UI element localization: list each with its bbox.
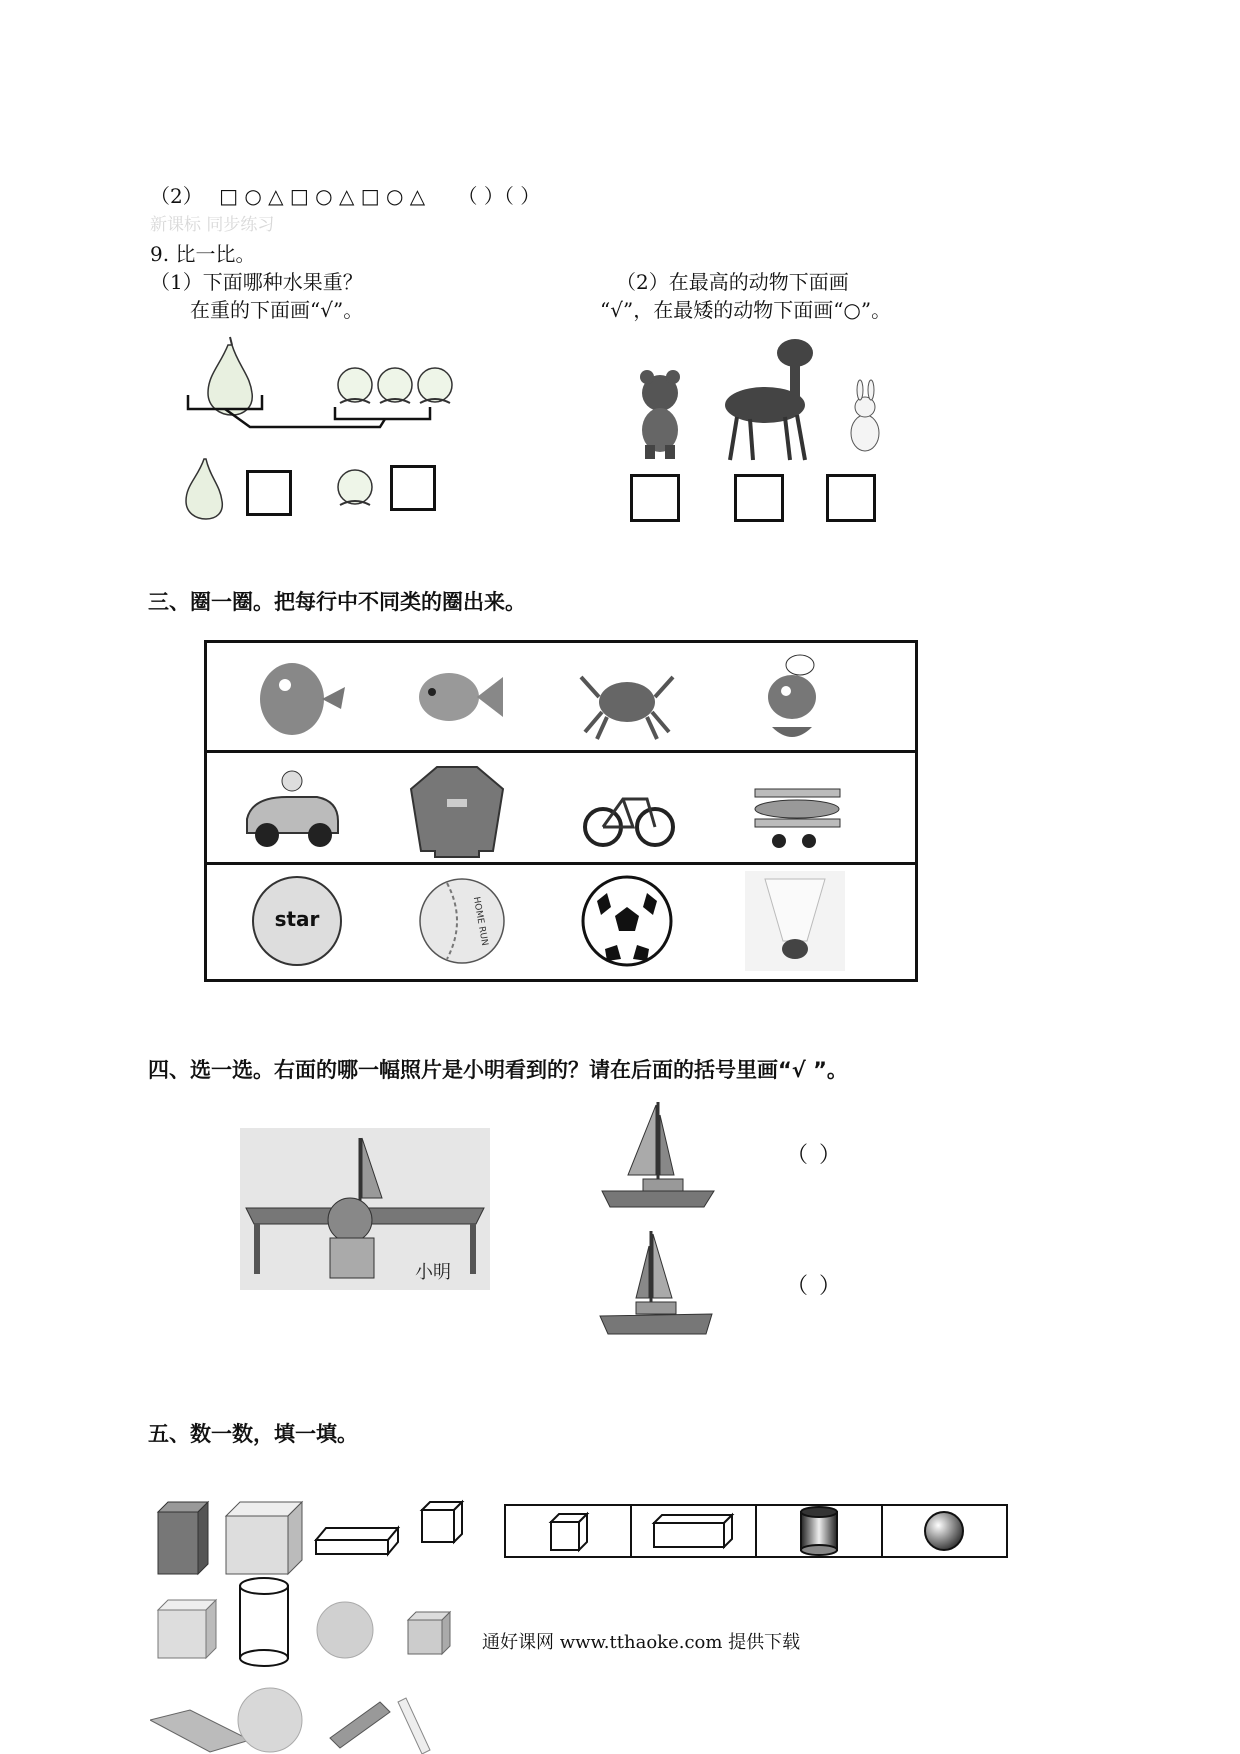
shape-cell-sphere[interactable] xyxy=(883,1506,1007,1556)
faint-watermark-text: 新课标 同步练习 xyxy=(150,215,275,235)
baseball-text: HOME RUN xyxy=(470,895,490,947)
pattern-label: （2） xyxy=(150,184,203,208)
shape-cell-cube[interactable] xyxy=(506,1506,632,1556)
q9-part1-line1: （1）下面哪种水果重？ xyxy=(150,270,363,294)
balance-scale-illustration xyxy=(180,335,480,435)
shape-count-table xyxy=(504,1504,1008,1558)
right-pan xyxy=(335,407,430,419)
q9-part2-line1: （2）在最高的动物下面画 xyxy=(616,270,849,294)
sailboat-option1-icon xyxy=(598,1097,718,1212)
cartoon-fish-icon[interactable] xyxy=(742,647,842,747)
cuboid-flat-icon xyxy=(316,1528,398,1554)
deer-icon xyxy=(725,339,813,460)
pear-small-icon xyxy=(180,455,230,523)
section4-title: 四、选一选。右面的哪一幅照片是小明看到的？请在后面的括号里画“√ ”。 xyxy=(148,1058,848,1082)
cuboid-slab-icon xyxy=(150,1710,250,1752)
child-head xyxy=(328,1198,372,1242)
q9-part1-line2: 在重的下面画“√”。 xyxy=(190,298,364,322)
odd-one-out-table xyxy=(204,640,918,982)
peach-small-icon xyxy=(330,465,380,515)
peaches-icon xyxy=(338,368,452,403)
bicycle-icon[interactable] xyxy=(577,759,677,859)
cube-gray-icon xyxy=(158,1600,216,1658)
animals-illustration xyxy=(615,335,905,465)
volleyball-brand-text: star xyxy=(274,907,320,931)
table-row xyxy=(207,755,915,865)
cube-large-icon xyxy=(226,1502,302,1574)
soccer-ball-icon[interactable] xyxy=(577,871,677,971)
sweater-icon[interactable] xyxy=(407,759,507,859)
q9-title: 9. 比一比。 xyxy=(150,242,256,266)
volleyball-icon[interactable] xyxy=(247,871,347,971)
cube-icon xyxy=(545,1508,591,1554)
toy-car-icon[interactable] xyxy=(242,759,342,859)
cuboid-tall-icon xyxy=(158,1502,208,1574)
xiaoming-label: 小明 xyxy=(415,1262,451,1283)
airplane-icon[interactable] xyxy=(747,759,847,859)
sphere-gray-icon xyxy=(317,1602,373,1658)
table-row xyxy=(207,643,915,753)
answer-box-deer[interactable] xyxy=(734,474,784,522)
pattern-question xyxy=(150,180,540,209)
cylinder-icon xyxy=(240,1578,288,1666)
pear-icon xyxy=(208,337,252,415)
answer-box-bear[interactable] xyxy=(630,474,680,522)
fish-icon[interactable] xyxy=(407,647,507,747)
option2-answer-parens[interactable]: （ ） xyxy=(786,1274,843,1299)
pattern-blanks: （ ）（ ） xyxy=(457,184,541,208)
cylinder-icon xyxy=(797,1506,841,1556)
cuboid-icon xyxy=(650,1511,736,1551)
cube-small-icon xyxy=(422,1502,462,1542)
table-row xyxy=(207,867,915,977)
section3-title: 三、圈一圈。把每行中不同类的圈出来。 xyxy=(148,590,526,614)
shape-cell-cuboid[interactable] xyxy=(632,1506,758,1556)
stick-icon xyxy=(398,1698,430,1754)
answer-box-pear[interactable] xyxy=(246,470,292,516)
crab-icon[interactable] xyxy=(577,647,677,747)
answer-box-rabbit[interactable] xyxy=(826,474,876,522)
shape-cell-cylinder[interactable] xyxy=(757,1506,883,1556)
child-body xyxy=(330,1238,374,1278)
fish-toy-icon[interactable] xyxy=(247,647,347,747)
solids-pile-illustration xyxy=(150,1490,490,1754)
q9-part2-line2: “√”，在最矮的动物下面画“○”。 xyxy=(600,298,892,322)
option1-answer-parens[interactable]: （ ） xyxy=(786,1143,843,1168)
cuboid-bar-icon xyxy=(330,1702,390,1748)
sphere-icon xyxy=(922,1509,966,1553)
section5-title: 五、数一数，填一填。 xyxy=(148,1422,358,1446)
answer-box-peach[interactable] xyxy=(390,465,436,511)
baseball-icon[interactable] xyxy=(412,871,512,971)
shuttlecock-icon[interactable] xyxy=(745,871,845,971)
sphere-large-icon xyxy=(238,1688,302,1752)
footer-text: 通好课网 www.tthaoke.com 提供下载 xyxy=(482,1632,801,1653)
cube-tiny-icon xyxy=(408,1612,450,1654)
pattern-sequence: □ ○ △ □ ○ △ □ ○ △ xyxy=(219,184,426,208)
rabbit-icon xyxy=(851,380,879,451)
bear-icon xyxy=(640,370,680,459)
xiaoming-scene-illustration xyxy=(240,1128,490,1290)
sailboat-option2-icon xyxy=(596,1226,716,1338)
